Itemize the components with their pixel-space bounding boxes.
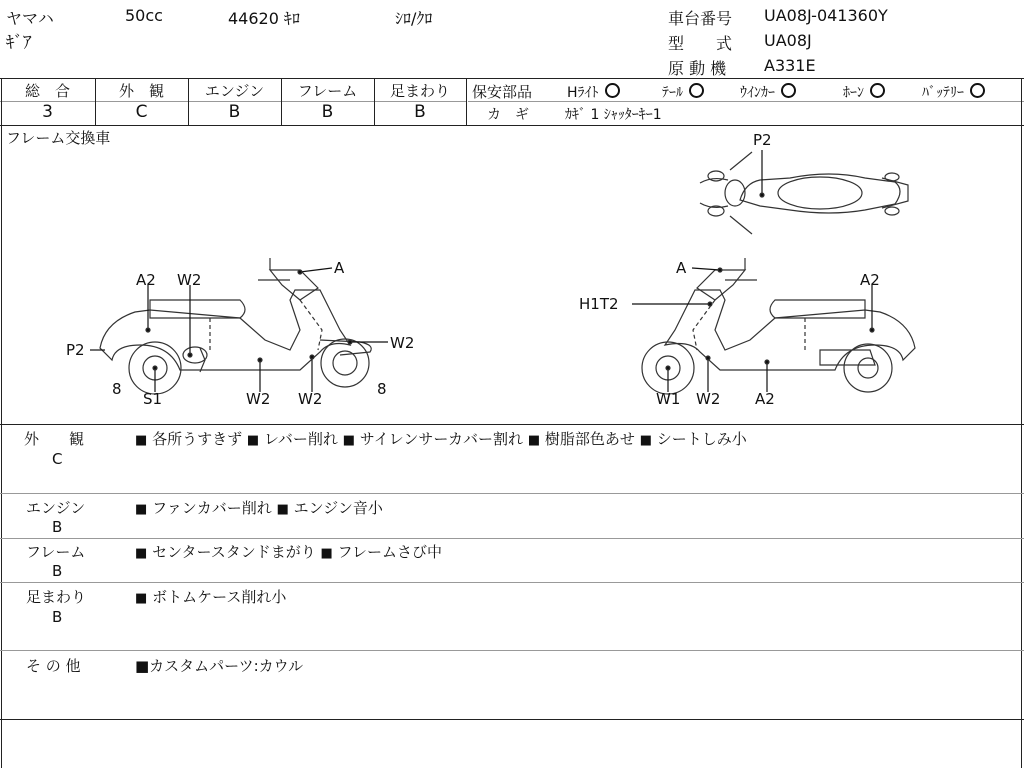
remark-suspension-items	[135, 586, 286, 607]
headlight-label: Hﾗｲﾄ	[567, 85, 599, 101]
winker-label: ｳｲﾝｶｰ	[740, 85, 775, 101]
right-border	[1021, 78, 1022, 768]
engine-model: A331E	[764, 56, 816, 75]
remark-frame-label: フレーム	[26, 543, 86, 561]
remark-item: 各所うすきず	[152, 430, 243, 448]
right-a2-bottom-label: A2	[755, 390, 775, 408]
remark-suspension-grade: B	[52, 608, 63, 626]
frame-grade-label: フレーム	[297, 82, 358, 100]
right-w2-label: W2	[696, 390, 721, 408]
mileage: 44620 ｷﾛ	[228, 9, 300, 28]
bullet-icon: ■	[135, 591, 148, 606]
remark-item: ボトムケース削れ小	[152, 588, 287, 606]
left-a-label: A	[334, 259, 345, 277]
remark-divider	[0, 493, 1024, 494]
horn-check	[843, 82, 885, 102]
suspension-grade: B	[414, 102, 426, 122]
remarks-bottom-border	[0, 719, 1024, 720]
right-h1t2-label: H1T2	[579, 295, 619, 313]
winker-ok-icon	[781, 83, 796, 98]
remark-engine-items	[135, 497, 383, 518]
bullet-icon: ■	[276, 502, 289, 517]
grade-table-top-border	[0, 78, 1024, 79]
bullet-icon: ■	[320, 546, 333, 561]
taillight-label: ﾃｰﾙ	[662, 85, 683, 101]
keys-label: カ ギ	[487, 107, 529, 123]
battery-check	[922, 82, 985, 102]
left-w2-bottom2-label: W2	[298, 390, 323, 408]
type-value: UA08J	[764, 31, 812, 50]
headlight-ok-icon	[605, 83, 620, 98]
remark-frame-grade: B	[52, 562, 63, 580]
remark-divider	[0, 538, 1024, 539]
overall-grade-label: 総 合	[24, 82, 70, 100]
exterior-grade: C	[135, 102, 148, 122]
grade-table-bottom-border	[0, 125, 1024, 126]
horn-ok-icon	[870, 83, 885, 98]
frame-no: UA08J-041360Y	[764, 6, 888, 25]
type-label: 型 式	[668, 34, 733, 53]
right-a-label: A	[676, 259, 687, 277]
engine-model-label: 原 動 機	[668, 59, 727, 78]
left-w2-right-label: W2	[390, 334, 415, 352]
scooter-left-view	[90, 258, 388, 394]
engine-grade: B	[228, 102, 241, 122]
safety-parts-label: 保安部品	[472, 83, 533, 101]
remark-item: センタースタンドまがり	[152, 543, 316, 561]
bullet-icon: ■	[342, 433, 355, 448]
remark-item: ファンカバー削れ	[152, 499, 272, 517]
remark-item: レバー削れ	[263, 430, 338, 448]
taillight-ok-icon	[689, 83, 704, 98]
remark-divider	[0, 650, 1024, 651]
frame-grade: B	[321, 102, 334, 122]
remark-item: エンジン音小	[293, 499, 383, 517]
battery-label: ﾊﾞｯﾃﾘｰ	[922, 85, 964, 101]
top-p2-label: P2	[753, 131, 772, 149]
battery-ok-icon	[970, 83, 985, 98]
frame-replaced-note: フレーム交換車	[6, 129, 111, 147]
left-p2-label: P2	[66, 341, 85, 359]
left-w2-bottom1-label: W2	[246, 390, 271, 408]
scooter-top-view	[700, 150, 908, 234]
remark-exterior-grade: C	[52, 450, 63, 468]
bullet-icon: ■	[135, 546, 148, 561]
winker-check	[740, 82, 796, 102]
left-a2-label: A2	[136, 271, 156, 289]
remark-exterior-items	[135, 428, 747, 449]
maker: ヤマハ	[6, 9, 54, 28]
right-a2-label: A2	[860, 271, 880, 289]
displacement: 50cc	[125, 6, 163, 25]
col-divider-5	[466, 78, 467, 125]
remark-item: 樹脂部色あせ	[544, 430, 635, 448]
left-8-rear-label: 8	[377, 380, 387, 398]
scooter-right-view	[632, 258, 915, 394]
overall-grade: 3	[42, 102, 53, 122]
remark-suspension-label: 足まわり	[26, 588, 87, 606]
remark-item: サイレンサーカバー割れ	[359, 430, 524, 448]
keys-value: ｶｷﾞ 1 ｼｬｯﾀｰｷｰ1	[565, 107, 662, 123]
diagram-bottom-border	[0, 424, 1024, 425]
remark-item: フレームさび中	[337, 543, 442, 561]
suspension-grade-label: 足まわり	[389, 82, 450, 100]
model-name: ｷﾞｱ	[6, 33, 32, 53]
left-s1-label: S1	[143, 390, 163, 408]
remark-divider	[0, 582, 1024, 583]
remark-item: シートしみ小	[656, 430, 747, 448]
engine-grade-label: エンジン	[204, 82, 265, 100]
bullet-icon: ■	[639, 433, 652, 448]
bullet-icon: ■	[135, 433, 148, 448]
left-w2-top-label: W2	[177, 271, 202, 289]
bullet-icon: ■	[246, 433, 260, 448]
color: ｼﾛ/ｸﾛ	[395, 9, 433, 28]
frame-no-label: 車台番号	[668, 9, 733, 28]
remark-frame-items	[135, 541, 442, 562]
right-w1-label: W1	[656, 390, 681, 408]
remark-other-label: そ の 他	[26, 657, 81, 675]
exterior-grade-label: 外 観	[118, 82, 164, 100]
remark-other-text: ■カスタムパーツ:カウル	[135, 657, 304, 675]
horn-label: ﾎｰﾝ	[843, 85, 864, 101]
bullet-icon: ■	[527, 433, 541, 448]
remark-engine-grade: B	[52, 518, 63, 536]
taillight-check	[662, 82, 704, 102]
left-border	[1, 78, 2, 768]
bullet-icon: ■	[135, 502, 148, 517]
remark-engine-label: エンジン	[26, 499, 86, 517]
headlight-check	[567, 82, 620, 102]
left-8-front-label: 8	[112, 380, 122, 398]
remark-exterior-label: 外 観	[24, 430, 85, 448]
